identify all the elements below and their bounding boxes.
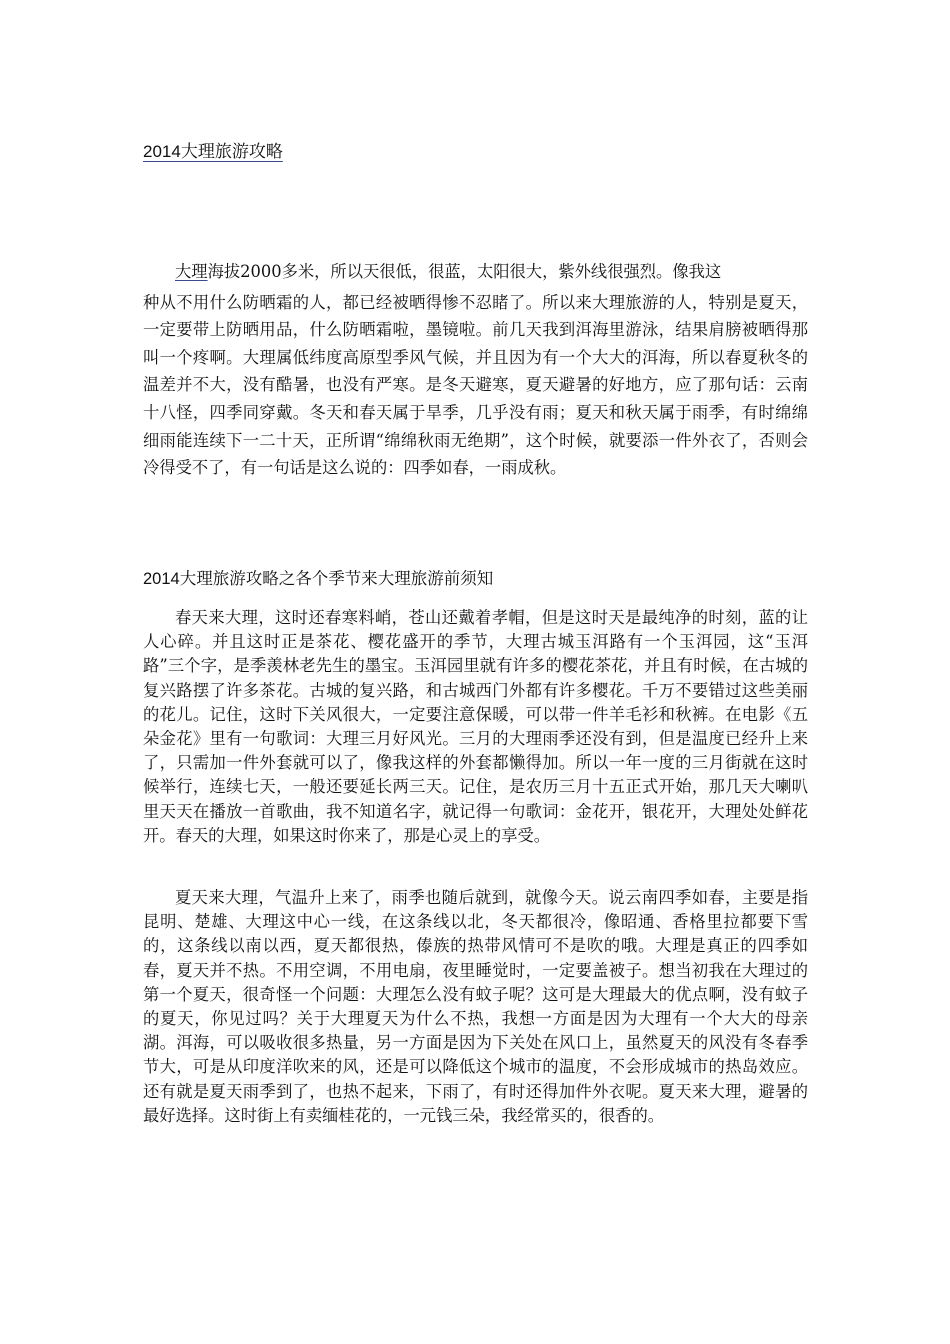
title-link[interactable]: 2014大理旅游攻略 [143,142,283,161]
intro-paragraph [143,258,808,482]
intro-body-text: 种从不用什么防晒霜的人，都已经被晒得惨不忍睹了。所以来大理旅游的人，特别是夏天，一定要带上防晒用品，什么防晒霜啦，墨镜啦。前几天我到洱海里游泳，结果肩膀被晒得那叫一个疼啊。大理属低纬度高原型季风气候，并且因为有一个大大的洱海，所以春夏秋冬的温差并不大，没有酷暑，也没有严寒。是冬天避寒，夏天避暑的好地方，应了那句话：云南十八怪，四季同穿戴。冬天和春天属于旱季，几乎没有雨；夏天和秋天属于雨季，有时绵绵细雨能连续下一二十天，正所谓“绵绵秋雨无绝期”，这个时候，就要添一件外衣了，否则会冷得受不了，有一句话是这么说的：四季如春，一雨成秋。 [143,292,808,478]
intro-first-line [143,258,808,286]
summer-paragraph: 夏天来大理，气温升上来了，雨季也随后就到，就像今天。说云南四季如春，主要是指昆明、楚雄、大理这中心一线，在这条线以北，冬天都很冷，像昭通、香格里拉都要下雪的，这条线以南以西，夏天都很热，傣族的热带风情可不是吹的哦。大理是真正的四季如春，夏天并不热。不用空调，不用电扇，夜里睡觉时，一定要盖被子。想当初我在大理过的第一个夏天，很奇怪一个问题：大理怎么没有蚊子呢？这可是大理最大的优点啊，没有蚊子的夏天，你见过吗？关于大理夏天为什么不热，我想一方面是因为大理有一个大大的母亲湖。洱海，可以吸收很多热量，另一方面是因为下关处在风口上，虽然夏天的风没有冬春季节大，可是从印度洋吹来的风，还是可以降低这个城市的温度，不会形成城市的热岛效应。还有就是夏天雨季到了，也热不起来，下雨了，有时还得加件外衣呢。夏天来大理，避暑的最好选择。这时街上有卖缅桂花的，一元钱三朵，我经常买的，很香的。 [143,888,808,1125]
intro-link-word[interactable]: 大理 [175,262,208,281]
intro-first-line-text: 海拔2000多米，所以天很低，很蓝，太阳很大，紫外线很强烈。像我这 [207,262,722,281]
section-title: 2014大理旅游攻略之各个季节来大理旅游前须知 [143,570,494,588]
spring-paragraph: 春天来大理，这时还春寒料峭，苍山还戴着孝帽，但是这时天是最纯净的时刻，蓝的让人心碎。并且这时正是茶花、樱花盛开的季节，大理古城玉洱路有一个玉洱园，这“玉洱路”三个字，是季羡林老先生的墨宝。玉洱园里就有许多的樱花茶花，并且有时候，在古城的复兴路摆了许多茶花。古城的复兴路，和古城西门外都有许多樱花。千万不要错过这些美丽的花儿。记住，这时下关风很大，一定要注意保暖，可以带一件羊毛衫和秋裤。在电影《五朵金花》里有一句歌词：大理三月好风光。三月的大理雨季还没有到，但是温度已经升上来了，只需加一件外套就可以了，像我这样的外套都懒得加。所以一年一度的三月街就在这时候举行，连续七天，一般还要延长两三天。记住，是农历三月十五正式开始，那几天大喇叭里天天在播放一首歌曲，我不知道名字，就记得一句歌词：金花开，银花开，大理处处鲜花开。春天的大理，如果这时你来了，那是心灵上的享受。 [143,608,808,845]
document-title[interactable] [143,141,283,163]
